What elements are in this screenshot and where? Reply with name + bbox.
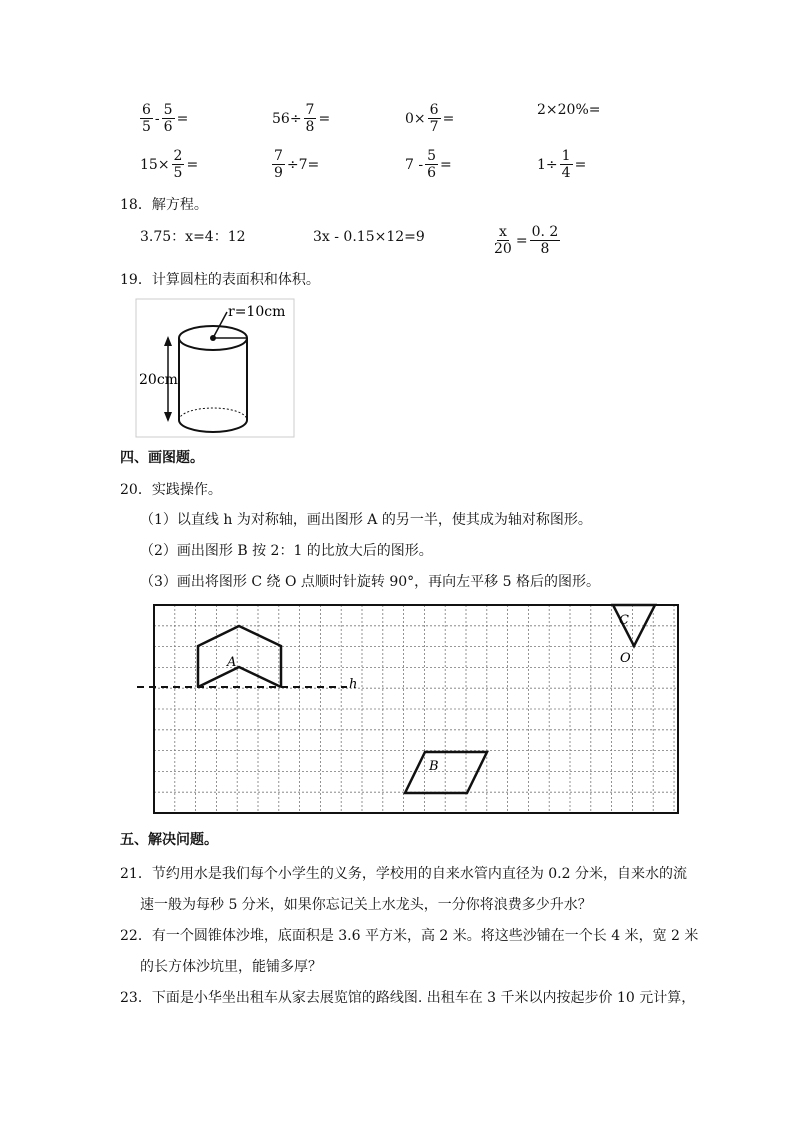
q20-sub-3: （3）画出将图形 C 绕 O 点顺时针旋转 90°，再向左平移 5 格后的图形。 xyxy=(140,574,600,590)
expression-text: 7 - xyxy=(405,156,424,173)
label-o: O xyxy=(620,651,631,666)
expression-text: 2×20%= xyxy=(537,102,601,118)
shape-b xyxy=(405,752,487,793)
eq3-equals: = xyxy=(515,232,528,249)
denominator: 8 xyxy=(305,119,315,135)
eq3-num-left: x xyxy=(498,224,507,240)
expression-text: = xyxy=(176,110,189,127)
q22-line-1: 22．有一个圆锥体沙堆，底面积是 3.6 平方米，高 2 米。将这些沙铺在一个长 4 米，宽 2 米 xyxy=(120,928,699,944)
fraction xyxy=(428,102,441,135)
label-h: h xyxy=(349,677,358,692)
expression-text: 0× xyxy=(405,110,426,127)
eq3-den-right: 8 xyxy=(540,241,550,257)
numerator: 5 xyxy=(427,148,437,164)
fraction xyxy=(560,148,573,181)
grid-figure xyxy=(135,600,685,820)
cylinder-figure xyxy=(135,298,295,438)
q20-sub-1: （1）以直线 h 为对称轴，画出图形 A 的另一半，使其成为轴对称图形。 xyxy=(140,512,592,528)
height-label: 20cm xyxy=(139,372,178,388)
fraction xyxy=(272,148,285,181)
fraction xyxy=(162,102,175,135)
numerator: 7 xyxy=(305,102,315,118)
denominator: 6 xyxy=(427,165,437,181)
calc-expression xyxy=(140,102,188,135)
calc-expression xyxy=(537,102,601,118)
shape-a-inner xyxy=(198,667,281,687)
section-4-title: 四、画图题。 xyxy=(120,450,204,466)
expression-text: = xyxy=(440,156,452,173)
expression-text: - xyxy=(154,110,160,127)
denominator: 4 xyxy=(561,165,571,181)
fraction xyxy=(172,148,185,181)
denominator: 5 xyxy=(173,165,183,181)
label-b: B xyxy=(429,759,439,774)
q18-equation-2: 3x - 0.15×12=9 xyxy=(313,229,425,245)
calc-expression xyxy=(140,148,198,181)
fraction xyxy=(425,148,438,181)
calc-expression xyxy=(405,148,452,181)
expression-text: 56÷ xyxy=(272,110,302,127)
expression-text: 15× xyxy=(140,156,170,173)
q22-line-2: 的长方体沙坑里，能铺多厚？ xyxy=(140,959,322,975)
calc-expression xyxy=(272,148,319,181)
expression-text: = xyxy=(574,156,587,173)
denominator: 7 xyxy=(429,119,439,135)
denominator: 9 xyxy=(274,165,283,181)
denominator: 6 xyxy=(163,119,173,135)
shape-a xyxy=(198,626,281,687)
numerator: 6 xyxy=(429,102,439,118)
q20-sub-2: （2）画出图形 B 按 2：1 的比放大后的图形。 xyxy=(140,543,433,559)
q23-line-1: 23．下面是小华坐出租车从家去展览馆的路线图. 出租车在 3 千米以内按起步价 10 元计算， xyxy=(120,990,696,1006)
numerator: 6 xyxy=(142,102,151,118)
q18-equation-3 xyxy=(492,224,560,257)
expression-text: = xyxy=(318,110,331,127)
fraction xyxy=(140,102,153,135)
numerator: 7 xyxy=(274,148,283,164)
q18-title: 18．解方程。 xyxy=(120,197,208,213)
calc-expression xyxy=(537,148,586,181)
q21-line-1: 21．节约用水是我们每个小学生的义务，学校用的自来水管内直径为 0.2 分米，自来水的流 xyxy=(120,866,687,882)
expression-text: ÷7= xyxy=(286,156,320,173)
numerator: 1 xyxy=(561,148,571,164)
expression-text: = xyxy=(186,156,199,173)
eq3-num-right: 0. 2 xyxy=(531,224,559,240)
label-c: C xyxy=(619,613,629,628)
expression-text: 1÷ xyxy=(537,156,558,173)
section-5-title: 五、解决问题。 xyxy=(120,832,218,848)
q18-equation-1: 3.75：x=4：12 xyxy=(140,229,246,245)
calc-expression xyxy=(272,102,330,135)
numerator: 2 xyxy=(173,148,183,164)
q21-line-2: 速一般为每秒 5 分米，如果你忘记关上水龙头，一分你将浪费多少升水？ xyxy=(140,897,592,913)
numerator: 5 xyxy=(163,102,173,118)
label-a: A xyxy=(227,655,237,670)
q20-title: 20．实践操作。 xyxy=(120,482,222,498)
grid-lines xyxy=(154,605,678,813)
fraction xyxy=(304,102,317,135)
radius-label: r=10cm xyxy=(228,304,286,320)
denominator: 5 xyxy=(142,119,151,135)
expression-text: = xyxy=(442,110,455,127)
calc-expression xyxy=(405,102,454,135)
eq3-den-left: 20 xyxy=(494,241,512,257)
q19-title: 19．计算圆柱的表面积和体积。 xyxy=(120,272,320,288)
